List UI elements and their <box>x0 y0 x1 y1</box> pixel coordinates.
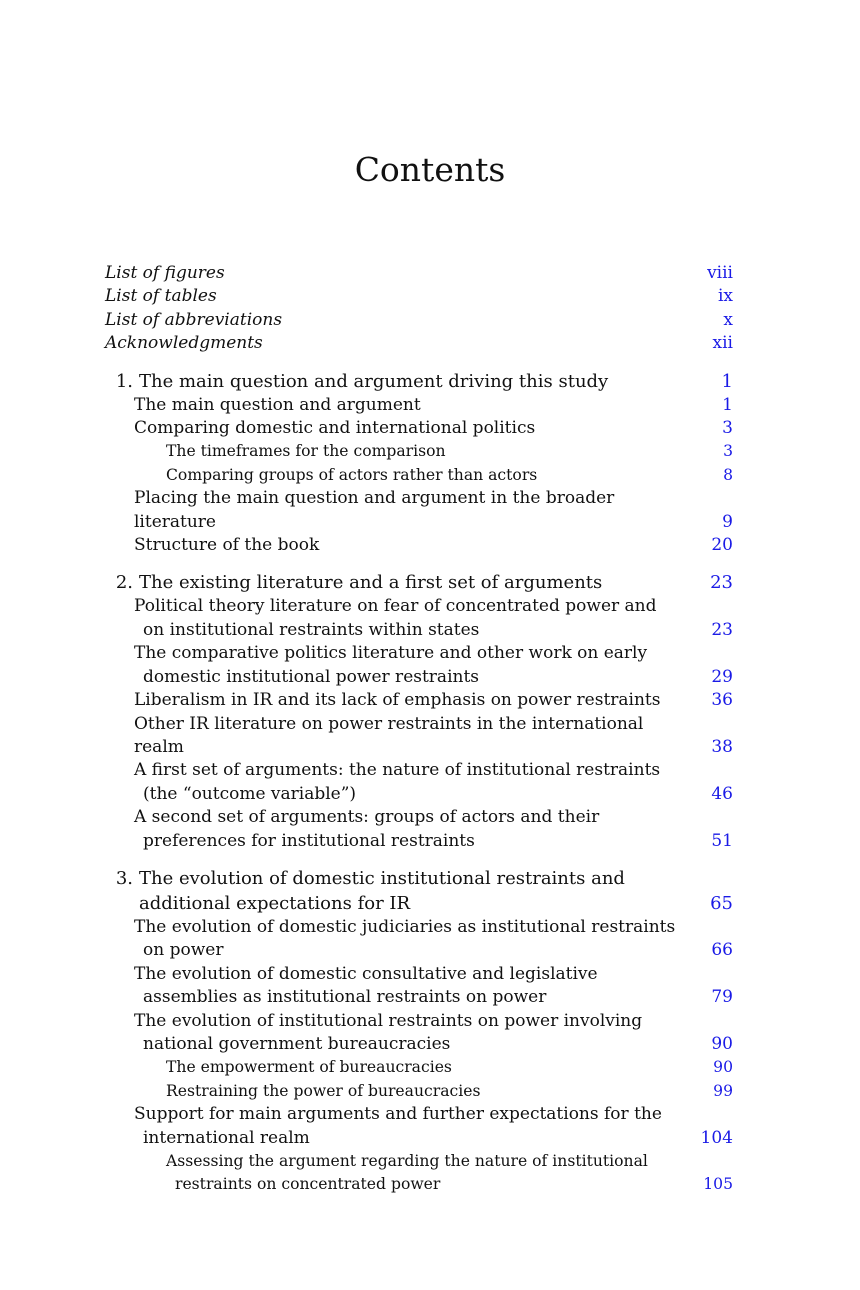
toc-entry-label <box>105 440 693 463</box>
toc-entry-front-matter[interactable] <box>105 309 733 332</box>
toc-section-entry[interactable] <box>105 713 733 760</box>
toc-page-link[interactable]: 66 <box>711 940 733 961</box>
chapter-title <box>133 570 602 595</box>
toc-page-link[interactable]: xii <box>712 333 733 354</box>
toc-subsection-entry[interactable] <box>105 1150 733 1197</box>
chapter-title-line: The evolution of domestic institutional restraints and <box>139 867 625 889</box>
toc-page-link[interactable]: 36 <box>711 690 733 711</box>
table-of-contents <box>105 262 733 1197</box>
section-gap <box>105 557 733 570</box>
toc-entry-label <box>105 963 693 1010</box>
toc-section-entry[interactable] <box>105 1103 733 1150</box>
toc-page-link[interactable]: 9 <box>722 511 733 532</box>
toc-entry-label: List of tables <box>105 286 217 307</box>
entry-line: Support for main arguments and further expectations for the <box>134 1104 662 1125</box>
toc-page-link[interactable]: 23 <box>710 572 733 594</box>
toc-subsection-entry[interactable] <box>105 464 733 487</box>
toc-entry-label: List of figures <box>105 263 225 283</box>
entry-continuation-line: on institutional restraints within states <box>143 619 480 640</box>
toc-entry-label <box>105 1010 693 1057</box>
toc-chapter-entry[interactable] <box>105 369 733 394</box>
chapter-number: 3. <box>115 867 133 889</box>
entry-continuation-line: national government bureaucracies <box>143 1033 451 1054</box>
entry-continuation-line: international realm <box>143 1127 310 1148</box>
toc-page-link[interactable]: 29 <box>711 666 733 687</box>
toc-chapter-label <box>105 866 693 916</box>
chapter-number: 1. <box>115 370 133 392</box>
toc-page-link[interactable]: 90 <box>713 1058 733 1077</box>
entry-line: Other IR literature on power restraints in the international realm <box>134 713 644 757</box>
section-gap <box>105 356 733 369</box>
entry-continuation-line: on power <box>143 940 224 961</box>
entry-line: Placing the main question and argument in the broader literature <box>134 488 615 532</box>
toc-entry-label <box>105 1103 693 1150</box>
toc-entry-label <box>105 806 693 853</box>
entry-line: A first set of arguments: the nature of institutional restraints <box>134 760 661 781</box>
toc-entry-front-matter[interactable] <box>105 332 733 355</box>
entry-line: The comparative politics literature and other work on early <box>134 643 648 664</box>
toc-page-link[interactable]: 1 <box>721 370 733 392</box>
entry-continuation-line: (the “outcome variable”) <box>143 783 357 804</box>
toc-page-link[interactable]: 3 <box>722 418 733 439</box>
chapter-title <box>133 369 608 394</box>
toc-page-link[interactable]: 38 <box>711 736 733 757</box>
entry-continuation-line: preferences for institutional restraints <box>143 830 475 851</box>
entry-line: Comparing groups of actors rather than actors <box>166 465 538 484</box>
entry-line: The timeframes for the comparison <box>166 442 446 461</box>
toc-page-link[interactable]: 104 <box>700 1127 733 1148</box>
toc-section-entry[interactable] <box>105 534 733 557</box>
entry-line: Comparing domestic and international politics <box>134 418 536 439</box>
entry-line: The empowerment of bureaucracies <box>166 1058 452 1077</box>
toc-section-entry[interactable] <box>105 806 733 853</box>
entry-line: Structure of the book <box>134 535 320 556</box>
toc-entry-label <box>105 1056 693 1079</box>
entry-line: Political theory literature on fear of concentrated power and <box>134 596 657 617</box>
toc-page-link[interactable]: 65 <box>710 892 733 914</box>
toc-entry-label <box>105 487 693 534</box>
toc-section-entry[interactable] <box>105 1010 733 1057</box>
chapter-title <box>133 866 625 916</box>
entry-line: The evolution of domestic judiciaries as institutional restraints <box>134 916 676 937</box>
toc-page-link[interactable]: 23 <box>711 619 733 640</box>
entry-line: The main question and argument <box>134 394 421 415</box>
toc-entry-label <box>105 713 693 760</box>
toc-entry-label <box>105 595 693 642</box>
toc-entry-label <box>105 759 693 806</box>
toc-page-link[interactable]: 1 <box>722 394 733 415</box>
toc-section-entry[interactable] <box>105 759 733 806</box>
toc-entry-label <box>105 394 693 417</box>
toc-section-entry[interactable] <box>105 487 733 534</box>
toc-section-entry[interactable] <box>105 642 733 689</box>
chapter-title-line: additional expectations for IR <box>139 892 411 914</box>
toc-chapter-entry[interactable] <box>105 570 733 595</box>
toc-entry-label <box>105 464 693 487</box>
toc-section-entry[interactable] <box>105 916 733 963</box>
toc-subsection-entry[interactable] <box>105 440 733 463</box>
entry-line: Restraining the power of bureaucracies <box>166 1081 481 1100</box>
entry-continuation-line: assemblies as institutional restraints on power <box>143 987 547 1008</box>
toc-chapter-label <box>105 570 693 595</box>
toc-page-link[interactable]: 3 <box>723 442 733 461</box>
toc-section-entry[interactable] <box>105 963 733 1010</box>
section-gap <box>105 853 733 866</box>
entry-line: The evolution of institutional restraints on power involving <box>134 1010 643 1031</box>
toc-chapter-label <box>105 369 693 394</box>
toc-entry-label <box>105 1150 693 1197</box>
entry-line: The evolution of domestic consultative and legislative <box>134 963 598 984</box>
toc-page-link[interactable]: 99 <box>713 1081 733 1100</box>
toc-entry-front-matter[interactable] <box>105 285 733 308</box>
chapter-title-line: The existing literature and a first set of arguments <box>139 572 603 594</box>
toc-page-link[interactable]: 20 <box>711 535 733 556</box>
entry-continuation-line: domestic institutional power restraints <box>143 666 480 687</box>
toc-page-link[interactable]: viii <box>707 263 733 283</box>
chapter-title-line: The main question and argument driving this study <box>139 370 609 392</box>
entry-continuation-line: restraints on concentrated power <box>175 1175 441 1194</box>
toc-page-link[interactable]: 8 <box>723 465 733 484</box>
toc-section-entry[interactable] <box>105 394 733 417</box>
toc-entry-label <box>105 689 693 712</box>
toc-page-link[interactable]: x <box>723 309 733 330</box>
toc-entry-label <box>105 534 693 557</box>
entry-line: Assessing the argument regarding the nature of institutional <box>166 1152 648 1170</box>
toc-subsection-entry[interactable] <box>105 1080 733 1103</box>
toc-page-link[interactable]: 79 <box>711 987 733 1008</box>
page-title: Contents <box>354 150 506 189</box>
entry-line: Liberalism in IR and its lack of emphasis on power restraints <box>134 690 661 711</box>
toc-entry-label: List of abbreviations <box>105 309 283 330</box>
toc-chapter-entry[interactable] <box>105 866 733 916</box>
chapter-number: 2. <box>115 572 133 594</box>
toc-page-link[interactable]: 51 <box>711 830 733 851</box>
toc-page-link[interactable]: 46 <box>711 783 733 804</box>
toc-entry-label <box>105 642 693 689</box>
toc-section-entry[interactable] <box>105 595 733 642</box>
toc-entry-label <box>105 1080 693 1103</box>
toc-page-link[interactable]: ix <box>717 286 733 307</box>
toc-section-entry[interactable] <box>105 417 733 440</box>
toc-page-link[interactable]: 90 <box>711 1033 733 1054</box>
toc-entry-label <box>105 916 693 963</box>
toc-subsection-entry[interactable] <box>105 1056 733 1079</box>
entry-line: A second set of arguments: groups of actors and their <box>134 807 600 828</box>
toc-entry-label <box>105 417 693 440</box>
toc-section-entry[interactable] <box>105 689 733 712</box>
toc-entry-label: Acknowledgments <box>105 333 263 354</box>
toc-entry-front-matter[interactable] <box>105 262 733 285</box>
toc-page-link[interactable]: 105 <box>703 1175 733 1194</box>
